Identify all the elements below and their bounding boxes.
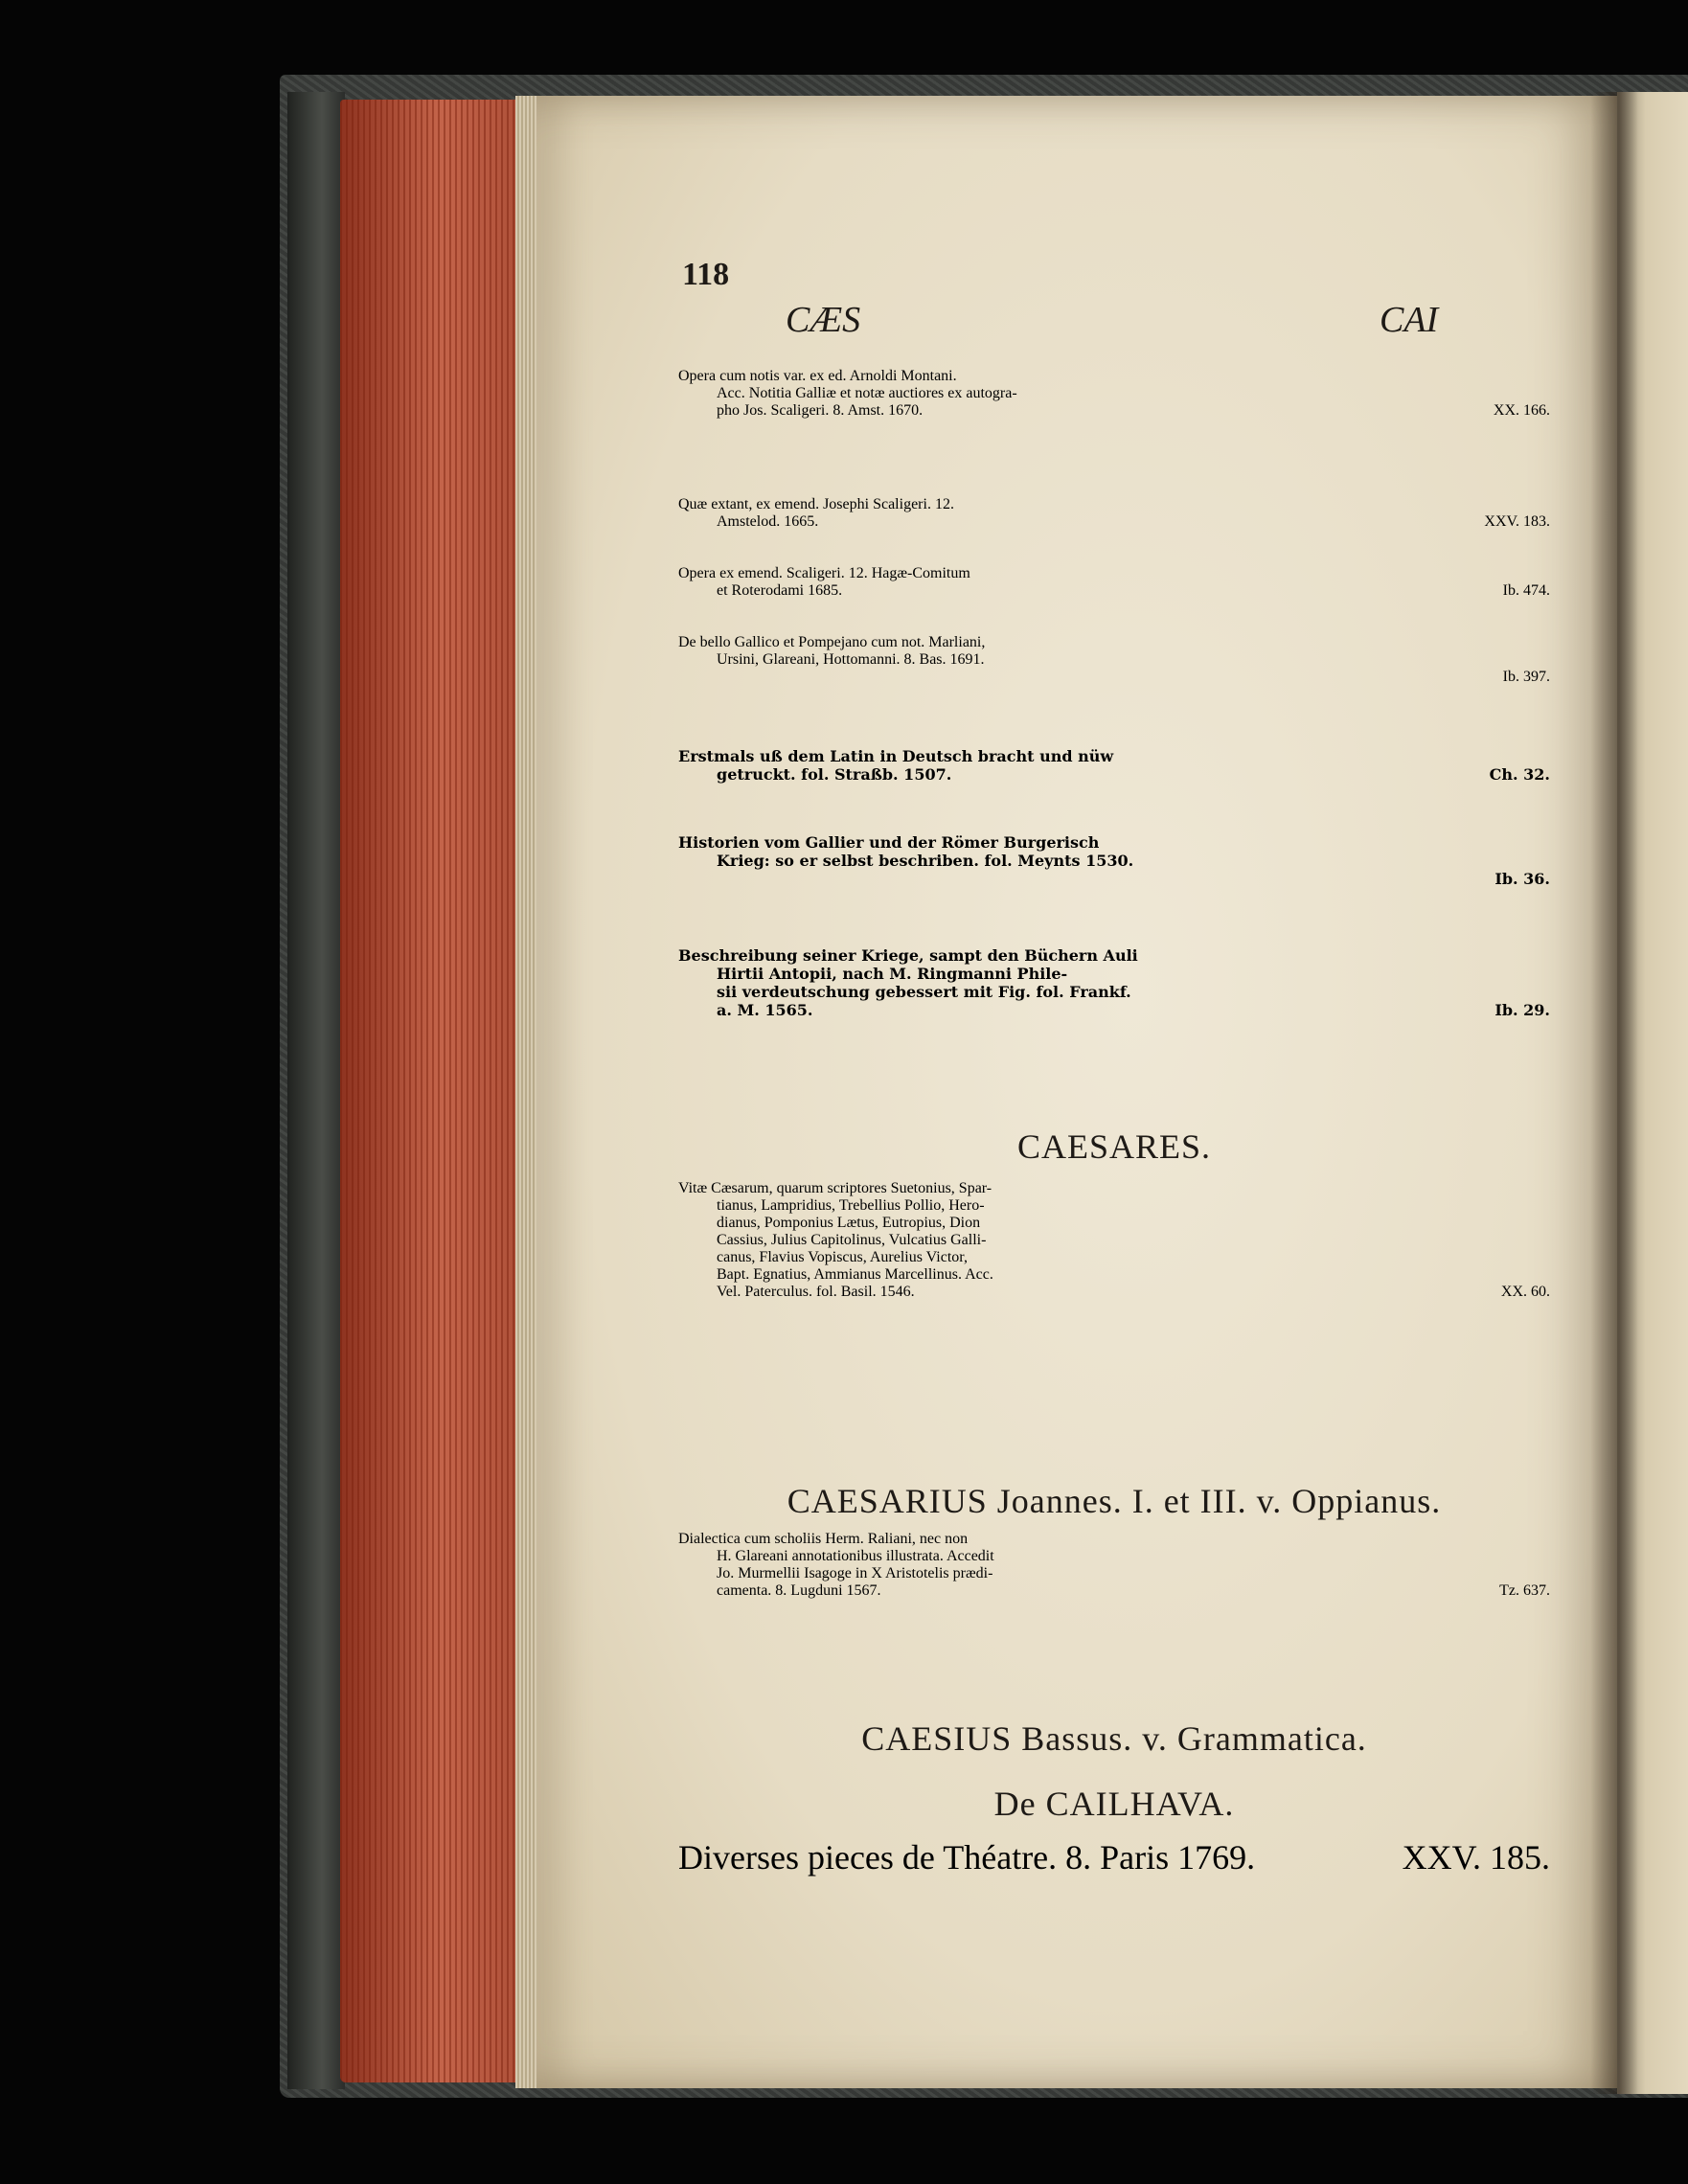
- entry-line: [678, 946, 1550, 965]
- entry-text: Erstmals uß dem Latin in Deutsch bracht und nüw: [678, 747, 1114, 765]
- entry-line: [678, 852, 1550, 870]
- cailhava-title: Diverses pieces de Théatre. 8. Paris 1769.: [678, 1838, 1256, 1877]
- entry-line: [678, 385, 1550, 402]
- entry-line: [678, 870, 1550, 888]
- entry-reference: XX. 60.: [1500, 1284, 1550, 1300]
- entry-reference: Tz. 637.: [1499, 1582, 1550, 1599]
- entry-reference: Ch. 32.: [1489, 765, 1550, 784]
- entry-text: Dialectica cum scholiis Herm. Raliani, nec non: [678, 1531, 969, 1547]
- entry-line: [678, 1232, 1550, 1249]
- catalog-entry: [678, 946, 1550, 1019]
- entry-text: De bello Gallico et Pompejano cum not. Marliani,: [678, 634, 986, 650]
- entry-text: sii verdeutschung gebessert mit Fig. fol. Frankf.: [717, 983, 1131, 1001]
- entry-line: [678, 1548, 1550, 1565]
- entry-text: getruckt. fol. Straßb. 1507.: [717, 765, 952, 784]
- heading-caesius: CAESIUS Bassus. v. Grammatica.: [861, 1719, 1367, 1758]
- page-number: 118: [682, 257, 730, 292]
- entry-reference: Ib. 36.: [1494, 870, 1550, 888]
- entry-line: [678, 634, 1550, 651]
- entry-text: Ursini, Glareani, Hottomanni. 8. Bas. 1691.: [717, 651, 985, 668]
- entry-text: Vitæ Cæsarum, quarum scriptores Suetonius, Spar-: [678, 1180, 992, 1196]
- entry-line: [678, 833, 1550, 852]
- entry-line: [678, 565, 1550, 582]
- catalog-entry: [678, 747, 1550, 784]
- entry-text: Bapt. Egnatius, Ammianus Marcellinus. Acc.: [717, 1266, 993, 1283]
- cailhava-ref: XXV. 185.: [1402, 1838, 1550, 1877]
- entry-reference: Ib. 474.: [1502, 582, 1550, 599]
- entry-line: [678, 1001, 1550, 1019]
- cailhava-entry: [678, 1837, 1550, 1877]
- entry-text: Jo. Murmellii Isagoge in X Aristotelis prædi-: [717, 1565, 993, 1581]
- entry-line: [678, 669, 1550, 686]
- caesarius-entry: [678, 1531, 1550, 1600]
- heading-cailhava: De CAILHAVA.: [993, 1785, 1235, 1823]
- entry-line: [678, 1266, 1550, 1284]
- heading-caesarius: CAESARIUS Joannes. I. et III. v. Oppianus.: [787, 1482, 1442, 1520]
- entry-text: camenta. 8. Lugduni 1567.: [717, 1582, 881, 1599]
- entry-line: [678, 496, 1550, 513]
- heading-caesares: CAESARES.: [1016, 1127, 1212, 1166]
- entry-line: [678, 1180, 1550, 1197]
- entry-line: [678, 1531, 1550, 1548]
- entry-line: [678, 1249, 1550, 1266]
- book-gutter: [1590, 92, 1638, 2094]
- entry-reference: Ib. 397.: [1502, 669, 1550, 685]
- entry-reference: Ib. 29.: [1494, 1001, 1550, 1019]
- entry-line: [678, 402, 1550, 420]
- entry-text: Hirtii Antopii, nach M. Ringmanni Phile-: [717, 965, 1068, 983]
- caesares-entry: [678, 1180, 1550, 1301]
- entry-line: [678, 1215, 1550, 1232]
- catalog-entry: [678, 634, 1550, 686]
- running-head-left: CÆS: [786, 300, 861, 340]
- entry-line: [678, 582, 1550, 600]
- entry-text: Beschreibung seiner Kriege, sampt den Büchern Auli: [678, 946, 1138, 965]
- entry-text: H. Glareani annotationibus illustrata. Accedit: [717, 1548, 994, 1564]
- entry-line: [678, 747, 1550, 765]
- catalog-entry: [678, 496, 1550, 531]
- entry-text: dianus, Pomponius Lætus, Eutropius, Dion: [717, 1215, 981, 1231]
- running-head-right: CAI: [1380, 300, 1439, 340]
- entry-line: [678, 1582, 1550, 1600]
- entry-text: Quæ extant, ex emend. Josephi Scaligeri. 12.: [678, 496, 954, 512]
- entry-text: Krieg: so er selbst beschriben. fol. Meynts 1530.: [717, 852, 1134, 870]
- entry-text: Vel. Paterculus. fol. Basil. 1546.: [717, 1284, 915, 1300]
- catalog-entry: [678, 368, 1550, 420]
- entry-text: a. M. 1565.: [717, 1001, 813, 1019]
- entry-line: [678, 965, 1550, 983]
- book-spine: [287, 92, 345, 2089]
- entry-text: Historien vom Gallier und der Römer Burgerisch: [678, 833, 1100, 852]
- entry-line: [678, 368, 1550, 385]
- entry-line: [678, 651, 1550, 669]
- entry-reference: XX. 166.: [1493, 402, 1550, 419]
- entry-text: et Roterodami 1685.: [717, 582, 843, 599]
- entry-line: [678, 983, 1550, 1001]
- entry-text: Opera cum notis var. ex ed. Arnoldi Montani.: [678, 368, 957, 384]
- entry-text: Amstelod. 1665.: [717, 513, 819, 530]
- entry-line: [678, 1284, 1550, 1301]
- entry-text: Cassius, Julius Capitolinus, Vulcatius Galli-: [717, 1232, 987, 1248]
- catalog-entry: [678, 565, 1550, 600]
- entry-line: [678, 513, 1550, 531]
- entry-line: [678, 765, 1550, 784]
- entry-line: [678, 1197, 1550, 1215]
- catalog-entry: [678, 833, 1550, 888]
- page-edges-red: [340, 100, 541, 2082]
- entry-text: Acc. Notitia Galliæ et notæ auctiores ex autogra-: [717, 385, 1017, 401]
- entry-text: Opera ex emend. Scaligeri. 12. Hagæ-Comitum: [678, 565, 970, 581]
- entry-text: canus, Flavius Vopiscus, Aurelius Victor,: [717, 1249, 968, 1265]
- entry-text: tianus, Lampridius, Trebellius Pollio, Hero-: [717, 1197, 985, 1214]
- entry-line: [678, 1565, 1550, 1582]
- entry-reference: XXV. 183.: [1484, 513, 1550, 530]
- entry-text: pho Jos. Scaligeri. 8. Amst. 1670.: [717, 402, 924, 419]
